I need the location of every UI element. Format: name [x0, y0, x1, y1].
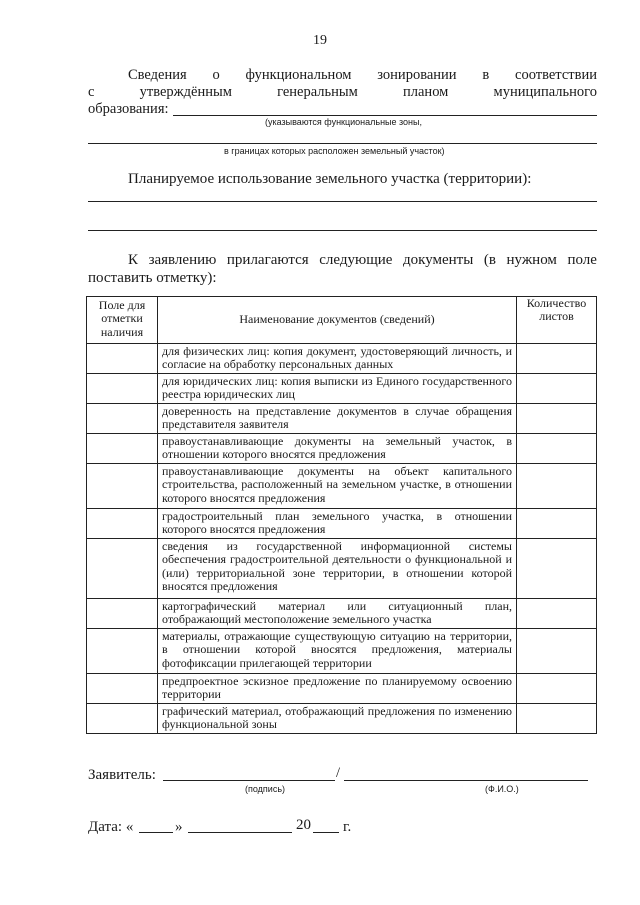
word: зонировании [377, 67, 457, 83]
word: с [88, 84, 95, 100]
document-name: для юридических лиц: копия выписки из Единого государственного реестра юридических лиц [158, 374, 517, 404]
word: (в [483, 252, 496, 268]
count-cell[interactable] [517, 374, 597, 404]
mark-cell[interactable] [87, 629, 158, 674]
zoning-field-line-1[interactable] [173, 115, 597, 116]
count-cell[interactable] [517, 704, 597, 734]
signature-field[interactable] [163, 780, 335, 781]
zoning-hint-2: в границах которых расположен земельный участок) [224, 146, 445, 156]
word: Сведения [128, 67, 187, 83]
full-name-field[interactable] [344, 780, 588, 781]
table-header-row [87, 297, 597, 344]
zoning-line-3-label: образования: [88, 101, 169, 117]
mark-cell[interactable] [87, 599, 158, 629]
document-name: предпроектное эскизное предложение по планируемому освоению территории [158, 674, 517, 704]
planned-use-field-line-1[interactable] [88, 201, 597, 202]
header-count: Количество листов [517, 297, 597, 344]
table-row [87, 374, 597, 404]
mark-cell[interactable] [87, 434, 158, 464]
mark-cell[interactable] [87, 704, 158, 734]
date-month-field[interactable] [188, 832, 292, 833]
document-name: сведения из государственной информационной системы обеспечения градостроительной деятельности о функциональной и (или) территориальной зоне территории, в отношении которой вносятся предложения [158, 539, 517, 599]
word: генеральным [277, 84, 358, 100]
document-name: правоустанавливающие документы на земельный участок, в отношении которого вносятся предложения [158, 434, 517, 464]
count-cell[interactable] [517, 404, 597, 434]
table-row [87, 674, 597, 704]
date-year-field[interactable] [313, 832, 339, 833]
table-row [87, 539, 597, 599]
date-year-prefix: 20 [296, 817, 311, 833]
document-name: для физических лиц: копия документ, удостоверяющий личность, и согласие на обработку персональных данных [158, 344, 517, 374]
planned-use-label: Планируемое использование земельного участка (территории): [128, 171, 532, 187]
mark-cell[interactable] [87, 539, 158, 599]
zoning-line-1 [128, 66, 597, 84]
mark-cell[interactable] [87, 344, 158, 374]
mark-cell[interactable] [87, 509, 158, 539]
attachments-intro-line-1 [128, 251, 597, 269]
document-name: правоустанавливающие документы на объект капитального строительства, расположенный на земельном участке, в отношении которого вносятся предложения [158, 464, 517, 509]
table-row [87, 629, 597, 674]
count-cell[interactable] [517, 674, 597, 704]
word: муниципального [493, 84, 597, 100]
full-name-hint: (Ф.И.О.) [485, 784, 519, 794]
page-number: 19 [313, 33, 327, 48]
mark-cell[interactable] [87, 674, 158, 704]
document-name: материалы, отражающие существующую ситуацию на территории, в отношении которой вносятся предложения, материалы фотофиксации прилегающей территории [158, 629, 517, 674]
word: К [128, 252, 139, 268]
attachments-intro-line-2: поставить отметку): [88, 270, 217, 286]
word: соответствии [515, 67, 597, 83]
table-row [87, 509, 597, 539]
zoning-field-line-2[interactable] [88, 143, 597, 144]
header-mark: Поле для отметки наличия [87, 297, 158, 344]
document-name: доверенность на представление документов в случае обращения представителя заявителя [158, 404, 517, 434]
date-year-suffix: г. [343, 819, 352, 835]
planned-use-field-line-2[interactable] [88, 230, 597, 231]
table-row [87, 464, 597, 509]
word: заявлению [148, 252, 217, 268]
date-label: Дата: « [88, 819, 134, 835]
count-cell[interactable] [517, 434, 597, 464]
document-name: графический материал, отображающий предложения по изменению функциональной зоны [158, 704, 517, 734]
documents-table [86, 296, 597, 734]
mark-cell[interactable] [87, 374, 158, 404]
word: нужном [506, 252, 557, 268]
applicant-label: Заявитель: [88, 767, 156, 783]
word: утверждённым [139, 84, 232, 100]
table-row [87, 434, 597, 464]
table-row [87, 599, 597, 629]
zoning-hint-1: (указываются функциональные зоны, [265, 117, 422, 127]
mark-cell[interactable] [87, 464, 158, 509]
document-name: картографический материал или ситуационный план, отображающий местоположение земельного участка [158, 599, 517, 629]
count-cell[interactable] [517, 464, 597, 509]
word: следующие [319, 252, 393, 268]
word: планом [403, 84, 449, 100]
word: в [482, 67, 490, 83]
header-name: Наименование документов (сведений) [158, 297, 517, 344]
document-name: градостроительный план земельного участка, в отношении которого вносятся предложения [158, 509, 517, 539]
count-cell[interactable] [517, 539, 597, 599]
mark-cell[interactable] [87, 404, 158, 434]
date-close-quote: » [175, 819, 183, 835]
table-row [87, 704, 597, 734]
word: поле [567, 252, 597, 268]
signature-slash: / [336, 765, 341, 781]
date-day-field[interactable] [139, 832, 173, 833]
word: прилагаются [226, 252, 309, 268]
word: документы [402, 252, 474, 268]
word: о [212, 67, 220, 83]
word: функциональном [245, 67, 352, 83]
count-cell[interactable] [517, 344, 597, 374]
zoning-line-2 [88, 83, 597, 101]
count-cell[interactable] [517, 629, 597, 674]
signature-hint: (подпись) [245, 784, 286, 794]
table-row [87, 404, 597, 434]
count-cell[interactable] [517, 509, 597, 539]
table-row [87, 344, 597, 374]
count-cell[interactable] [517, 599, 597, 629]
